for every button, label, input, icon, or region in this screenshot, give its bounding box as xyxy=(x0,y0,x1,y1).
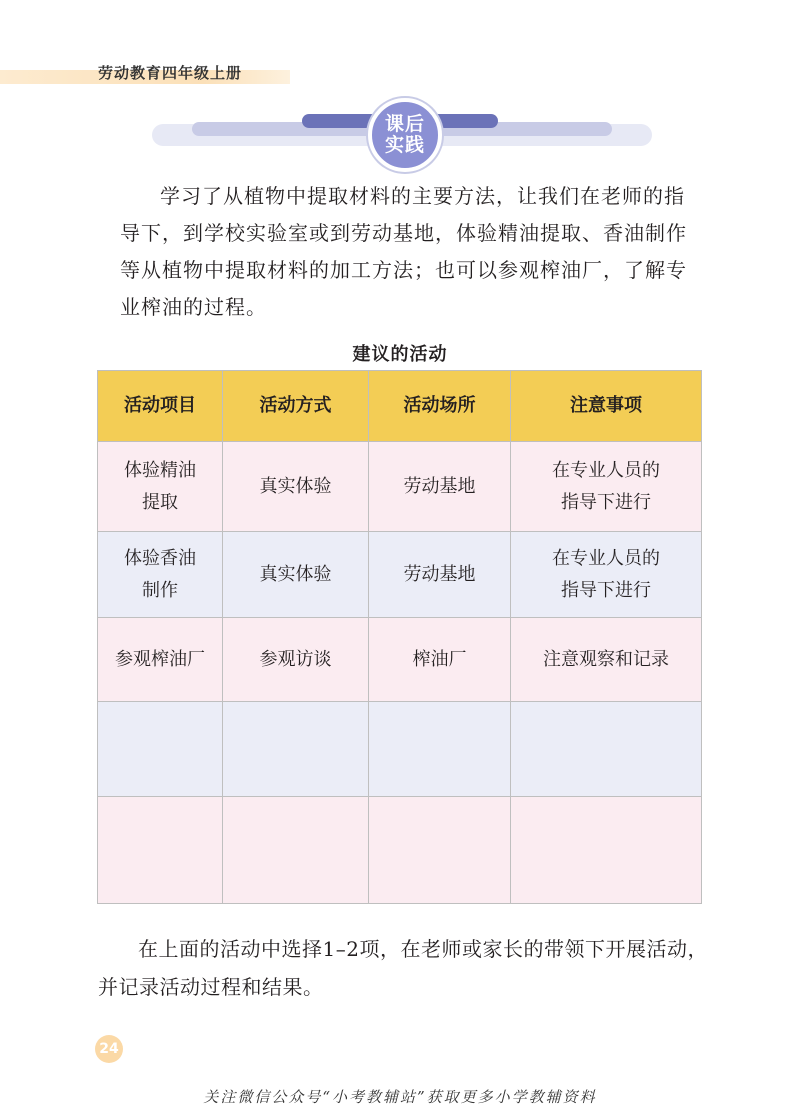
table-cell xyxy=(369,797,511,904)
header-cell-method: 活动方式 xyxy=(223,371,369,442)
table-caption: 建议的活动 xyxy=(352,344,448,365)
page-number: 24 xyxy=(95,1035,123,1063)
table-row xyxy=(98,442,702,532)
header-cell-notes: 注意事项 xyxy=(511,371,702,442)
header-cell-project: 活动项目 xyxy=(98,371,223,442)
table-cell: 真实体验 xyxy=(223,532,369,618)
cell-line: 指导下进行 xyxy=(561,579,651,601)
table-cell xyxy=(98,797,223,904)
header-cell-place: 活动场所 xyxy=(369,371,511,442)
cell-line: 在专业人员的 xyxy=(552,547,660,569)
table-row xyxy=(98,618,702,702)
book-title: 劳动教育四年级上册 xyxy=(98,64,243,82)
table-cell xyxy=(223,797,369,904)
activities-table xyxy=(97,370,702,904)
table-cell: 榨油厂 xyxy=(369,618,511,702)
table-cell xyxy=(98,442,223,532)
table-cell xyxy=(369,702,511,797)
table-cell xyxy=(98,532,223,618)
table-cell: 参观榨油厂 xyxy=(98,618,223,702)
table-cell xyxy=(511,442,702,532)
footer-note: 关注微信公众号“小考教辅站”获取更多小学教辅资料 xyxy=(203,1088,597,1106)
cell-line: 在专业人员的 xyxy=(552,459,660,481)
table-cell: 参观访谈 xyxy=(223,618,369,702)
table-cell: 真实体验 xyxy=(223,442,369,532)
table-cell: 劳动基地 xyxy=(369,442,511,532)
outro-paragraph: 在上面的活动中选择1–2项，在老师或家长的带领下开展活动，并记录活动过程和结果。 xyxy=(98,937,708,999)
section-badge-line1: 课后 xyxy=(384,113,425,135)
section-badge xyxy=(368,98,442,172)
cell-line: 提取 xyxy=(142,491,178,513)
table-header-row xyxy=(98,371,702,442)
intro-paragraph: 学习了从植物中提取材料的主要方法，让我们在老师的指导下，到学校实验室或到劳动基地，体验精油提取、香油制作等从植物中提取材料的加工方法；也可以参观榨油厂，了解专业榨油的过程。 xyxy=(120,184,687,319)
table-cell xyxy=(511,797,702,904)
table-row-empty xyxy=(98,797,702,904)
cell-line: 制作 xyxy=(142,579,178,601)
table-cell xyxy=(223,702,369,797)
cell-line: 体验精油 xyxy=(124,459,196,481)
section-badge-line2: 实践 xyxy=(384,134,425,156)
table-row-empty xyxy=(98,702,702,797)
cell-line: 指导下进行 xyxy=(561,491,651,513)
table-row xyxy=(98,532,702,618)
table-cell: 劳动基地 xyxy=(369,532,511,618)
table-cell: 注意观察和记录 xyxy=(511,618,702,702)
table-cell xyxy=(511,532,702,618)
table-cell xyxy=(511,702,702,797)
table-cell xyxy=(98,702,223,797)
cell-line: 体验香油 xyxy=(124,547,196,569)
